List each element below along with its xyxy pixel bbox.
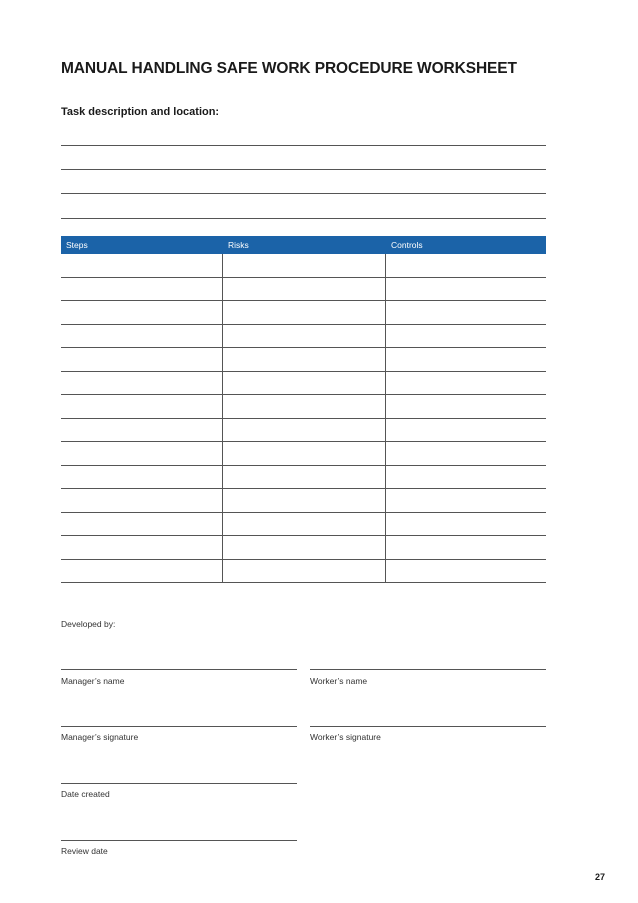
table-row <box>61 466 546 490</box>
workers-signature-line[interactable] <box>310 726 546 727</box>
cell-risks[interactable] <box>223 513 386 536</box>
cell-controls[interactable] <box>386 419 546 442</box>
task-description-line-3[interactable] <box>61 193 546 194</box>
cell-controls[interactable] <box>386 325 546 348</box>
page-number: 27 <box>595 872 606 882</box>
cell-steps[interactable] <box>61 489 223 512</box>
cell-controls[interactable] <box>386 489 546 512</box>
developed-by-label: Developed by: <box>61 619 116 629</box>
cell-steps[interactable] <box>61 395 223 418</box>
cell-steps[interactable] <box>61 466 223 489</box>
table-row <box>61 278 546 302</box>
cell-steps[interactable] <box>61 419 223 442</box>
cell-steps[interactable] <box>61 301 223 324</box>
cell-risks[interactable] <box>223 395 386 418</box>
table-row <box>61 489 546 513</box>
cell-controls[interactable] <box>386 278 546 301</box>
cell-steps[interactable] <box>61 372 223 395</box>
cell-controls[interactable] <box>386 301 546 324</box>
cell-steps[interactable] <box>61 513 223 536</box>
workers-name-label: Worker’s name <box>310 676 368 686</box>
managers-signature-line[interactable] <box>61 726 297 727</box>
worksheet-title: MANUAL HANDLING SAFE WORK PROCEDURE WORKSHEET <box>61 60 517 77</box>
date-created-line[interactable] <box>61 783 297 784</box>
cell-steps[interactable] <box>61 348 223 371</box>
cell-risks[interactable] <box>223 560 386 583</box>
cell-steps[interactable] <box>61 560 223 583</box>
cell-steps[interactable] <box>61 536 223 559</box>
cell-controls[interactable] <box>386 466 546 489</box>
table-header <box>61 236 546 254</box>
review-date-label: Review date <box>61 846 108 856</box>
cell-controls[interactable] <box>386 254 546 277</box>
cell-controls[interactable] <box>386 536 546 559</box>
workers-name-line[interactable] <box>310 669 546 670</box>
table-row <box>61 301 546 325</box>
cell-steps[interactable] <box>61 278 223 301</box>
task-description-line-1[interactable] <box>61 145 546 146</box>
cell-controls[interactable] <box>386 442 546 465</box>
managers-signature-label: Manager’s signature <box>61 732 139 742</box>
cell-risks[interactable] <box>223 372 386 395</box>
table-row <box>61 560 546 584</box>
table-row <box>61 442 546 466</box>
date-created-label: Date created <box>61 789 110 799</box>
header-steps: Steps <box>66 240 88 250</box>
workers-signature-label: Worker’s signature <box>310 732 381 742</box>
task-description-line-2[interactable] <box>61 169 546 170</box>
procedure-table <box>61 236 546 583</box>
table-row <box>61 325 546 349</box>
header-controls: Controls <box>391 240 423 250</box>
table-row <box>61 513 546 537</box>
cell-risks[interactable] <box>223 254 386 277</box>
cell-risks[interactable] <box>223 301 386 324</box>
cell-controls[interactable] <box>386 372 546 395</box>
managers-name-label: Manager’s name <box>61 676 125 686</box>
cell-risks[interactable] <box>223 348 386 371</box>
table-row <box>61 254 546 278</box>
table-row <box>61 536 546 560</box>
task-description-line-4[interactable] <box>61 218 546 219</box>
cell-risks[interactable] <box>223 489 386 512</box>
cell-controls[interactable] <box>386 348 546 371</box>
task-description-label: Task description and location: <box>61 106 220 118</box>
managers-name-line[interactable] <box>61 669 297 670</box>
cell-risks[interactable] <box>223 466 386 489</box>
cell-steps[interactable] <box>61 325 223 348</box>
cell-steps[interactable] <box>61 254 223 277</box>
table-row <box>61 348 546 372</box>
table-row <box>61 395 546 419</box>
cell-controls[interactable] <box>386 513 546 536</box>
cell-risks[interactable] <box>223 325 386 348</box>
cell-risks[interactable] <box>223 536 386 559</box>
table-body <box>61 254 546 583</box>
cell-controls[interactable] <box>386 560 546 583</box>
cell-risks[interactable] <box>223 278 386 301</box>
cell-controls[interactable] <box>386 395 546 418</box>
cell-steps[interactable] <box>61 442 223 465</box>
header-risks: Risks <box>228 240 249 250</box>
table-row <box>61 372 546 396</box>
table-row <box>61 419 546 443</box>
cell-risks[interactable] <box>223 419 386 442</box>
cell-risks[interactable] <box>223 442 386 465</box>
review-date-line[interactable] <box>61 840 297 841</box>
